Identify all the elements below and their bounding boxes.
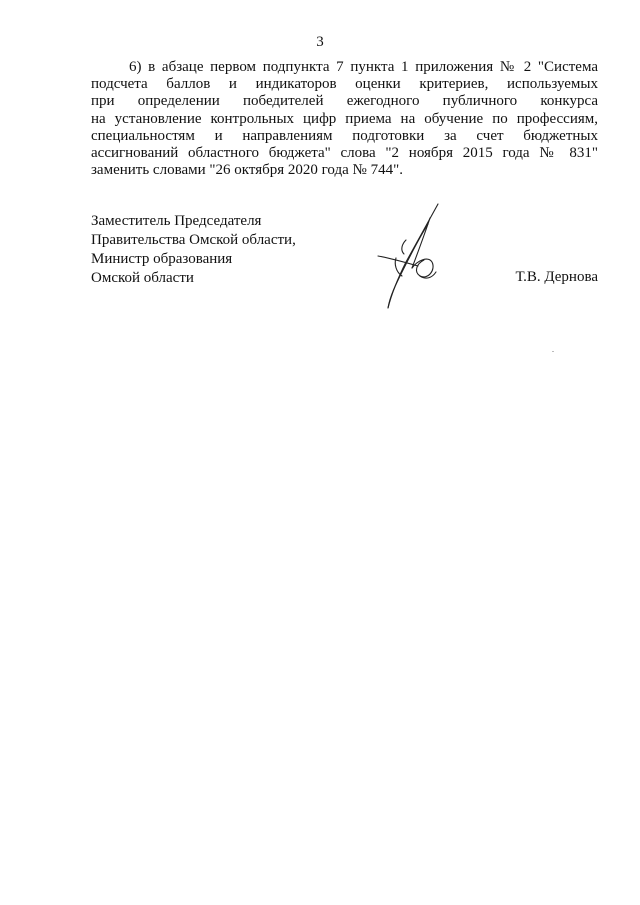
paragraph-line: заменить словами "26 октября 2020 года № 744". xyxy=(91,162,403,179)
signer-name: Т.В. Дернова xyxy=(515,269,598,285)
handwritten-signature xyxy=(372,200,452,315)
signatory-position xyxy=(91,212,296,288)
paragraph-line: специальностям и направлениям подготовки за счет бюджетных xyxy=(91,127,598,144)
position-line: Министр образования xyxy=(91,251,233,267)
paragraph-line: на установление контрольных цифр приема на обучение по профессиям, xyxy=(91,110,598,127)
paragraph-line: при определении победителей ежегодного публичного конкурса xyxy=(91,93,598,110)
scan-artifact xyxy=(552,351,554,352)
paragraph-line: подсчета баллов и индикаторов оценки критериев, используемых xyxy=(91,76,598,93)
position-line: Заместитель Председателя xyxy=(91,213,262,229)
position-line: Омской области xyxy=(91,270,194,286)
paragraph-line: 6) в абзаце первом подпункта 7 пункта 1 приложения № 2 "Система xyxy=(129,59,598,75)
page-number: 3 xyxy=(316,34,324,50)
paragraph-line: ассигнований областного бюджета" слова "2 ноября 2015 года № 831" xyxy=(91,145,598,162)
amendment-paragraph xyxy=(91,59,598,179)
position-line: Правительства Омской области, xyxy=(91,232,296,248)
